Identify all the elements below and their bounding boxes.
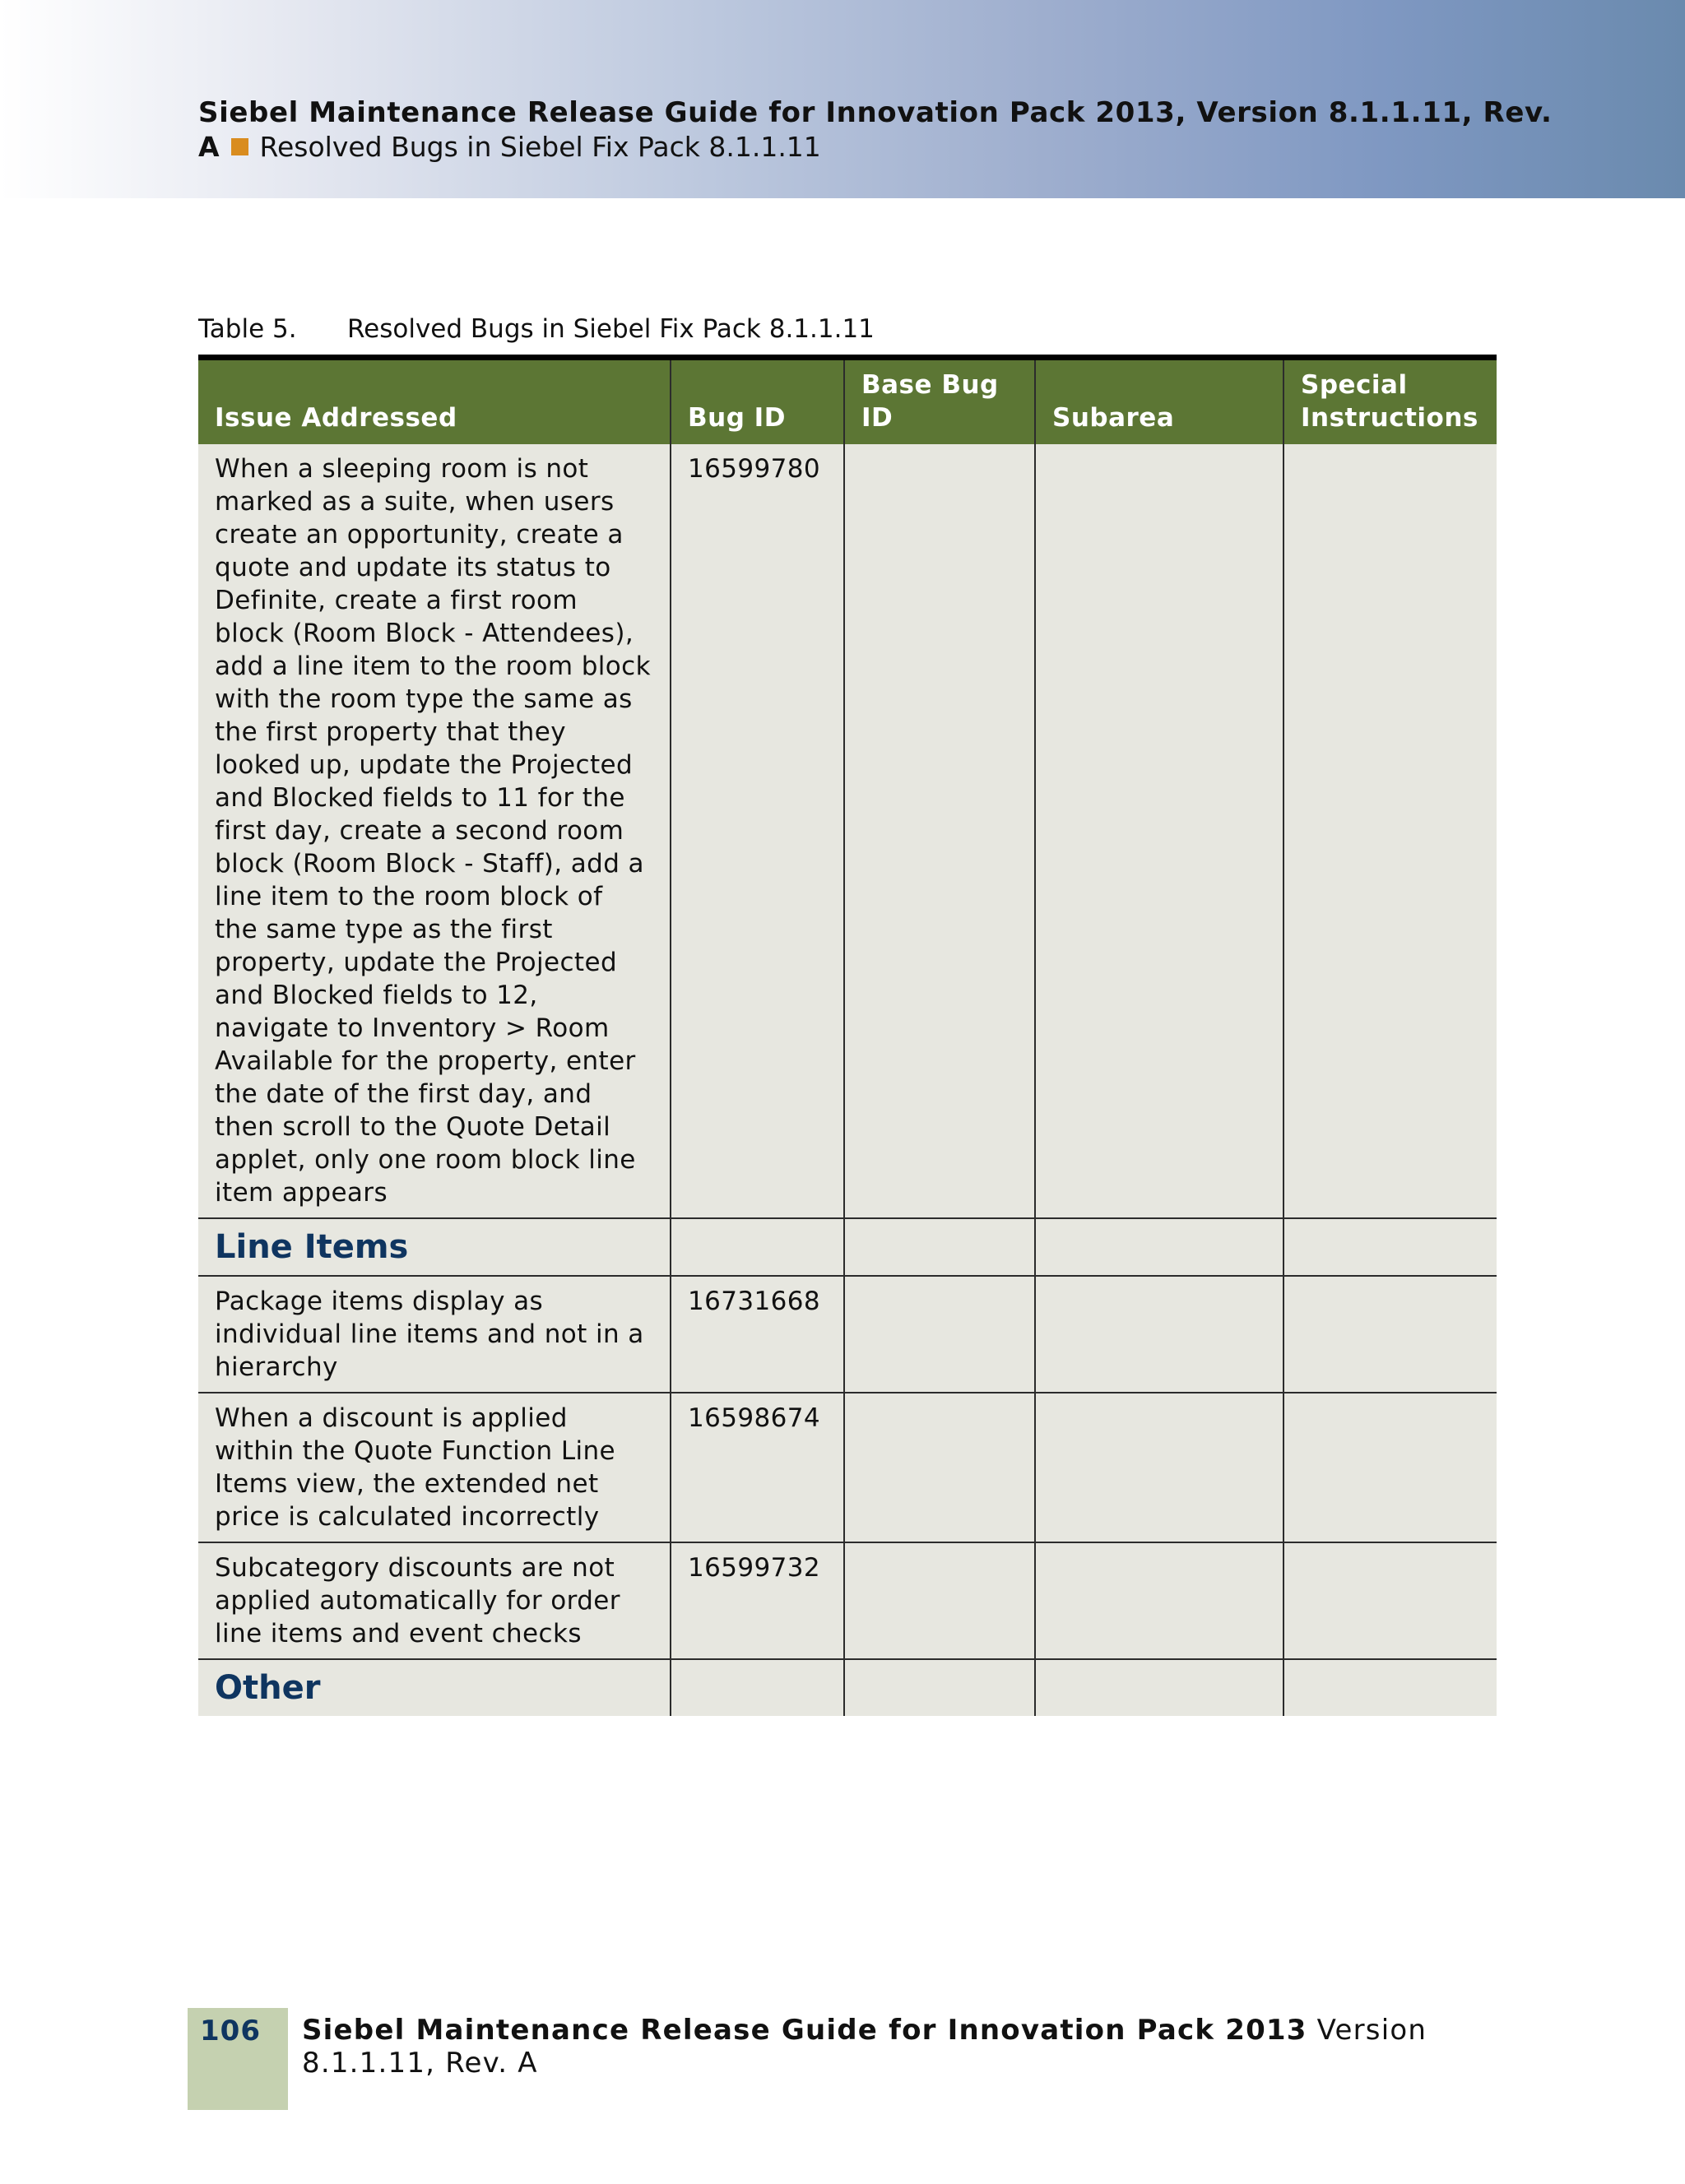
table-caption: [198, 313, 875, 345]
section-heading-other: Other: [198, 1659, 671, 1716]
column-header-special-instructions: Special Instructions: [1283, 358, 1497, 445]
base-bug-id-cell: [844, 444, 1035, 1218]
bug-id-cell: 16598674: [671, 1393, 844, 1542]
empty-cell: [671, 1659, 844, 1716]
document-title: Siebel Maintenance Release Guide for Innovation Pack 2013, Version 8.1.1.11, Rev.: [198, 96, 1553, 129]
revision-letter: A: [198, 131, 220, 163]
issue-cell: Package items display as individual line items and not in a hierarchy: [198, 1276, 671, 1393]
subarea-cell: [1035, 1276, 1283, 1393]
empty-cell: [1283, 1218, 1497, 1276]
subarea-cell: [1035, 1542, 1283, 1659]
footer-title-version: Version 8.1.1.11, Rev. A: [302, 2014, 1427, 2080]
column-header-subarea: Subarea: [1035, 358, 1283, 445]
special-instructions-cell: [1283, 1542, 1497, 1659]
issue-cell: When a sleeping room is not marked as a suite, when users create an opportunity, create a quote and update its status to Definite, create a first room block (Room Block - Attendees), add a line item to the room block with the room type the same as the first property that they looked up, update the Projected and Blocked fields to 11 for the first day, create a second room block (Room Block - Staff), add a line item to the room block of the same type as the first property, update the Projected and Blocked fields to 12, navigate to Inventory > Room Available for the property, enter the date of the first day, and then scroll to the Quote Detail applet, only one room block line item appears: [198, 444, 671, 1218]
empty-cell: [1035, 1218, 1283, 1276]
page-number: 106: [200, 2015, 261, 2047]
column-header-bug-id: Bug ID: [671, 358, 844, 445]
issue-cell: When a discount is applied within the Quote Function Line Items view, the extended net price is calculated incorrectly: [198, 1393, 671, 1542]
special-instructions-cell: [1283, 1393, 1497, 1542]
special-instructions-cell: [1283, 444, 1497, 1218]
base-bug-id-cell: [844, 1393, 1035, 1542]
section-row-line-items: [198, 1218, 1497, 1276]
table-row: [198, 1542, 1497, 1659]
empty-cell: [671, 1218, 844, 1276]
section-title: Resolved Bugs in Siebel Fix Pack 8.1.1.11: [259, 131, 821, 163]
table-row: [198, 1393, 1497, 1542]
bug-id-cell: 16731668: [671, 1276, 844, 1393]
base-bug-id-cell: [844, 1276, 1035, 1393]
footer-title-bold: Siebel Maintenance Release Guide for Innovation Pack 2013: [302, 2014, 1307, 2047]
bug-id-cell: 16599732: [671, 1542, 844, 1659]
table-title: Resolved Bugs in Siebel Fix Pack 8.1.1.11: [347, 314, 875, 344]
subarea-cell: [1035, 1393, 1283, 1542]
empty-cell: [1035, 1659, 1283, 1716]
empty-cell: [844, 1218, 1035, 1276]
empty-cell: [844, 1659, 1035, 1716]
table-row: [198, 444, 1497, 1218]
issue-cell: Subcategory discounts are not applied automatically for order line items and event checks: [198, 1542, 671, 1659]
table-header-row: [198, 358, 1497, 445]
bug-id-cell: 16599780: [671, 444, 844, 1218]
header-subtitle: [198, 130, 1515, 165]
resolved-bugs-table: [198, 355, 1497, 1716]
table-number: Table 5.: [198, 314, 297, 344]
column-header-base-bug-id: Base Bug ID: [844, 358, 1035, 445]
square-bullet-icon: [231, 138, 248, 155]
column-header-issue: Issue Addressed: [198, 358, 671, 445]
section-heading-line-items: Line Items: [198, 1218, 671, 1276]
base-bug-id-cell: [844, 1542, 1035, 1659]
empty-cell: [1283, 1659, 1497, 1716]
section-row-other: [198, 1659, 1497, 1716]
table-row: [198, 1276, 1497, 1393]
subarea-cell: [1035, 444, 1283, 1218]
special-instructions-cell: [1283, 1276, 1497, 1393]
footer-title: [302, 2014, 1454, 2080]
